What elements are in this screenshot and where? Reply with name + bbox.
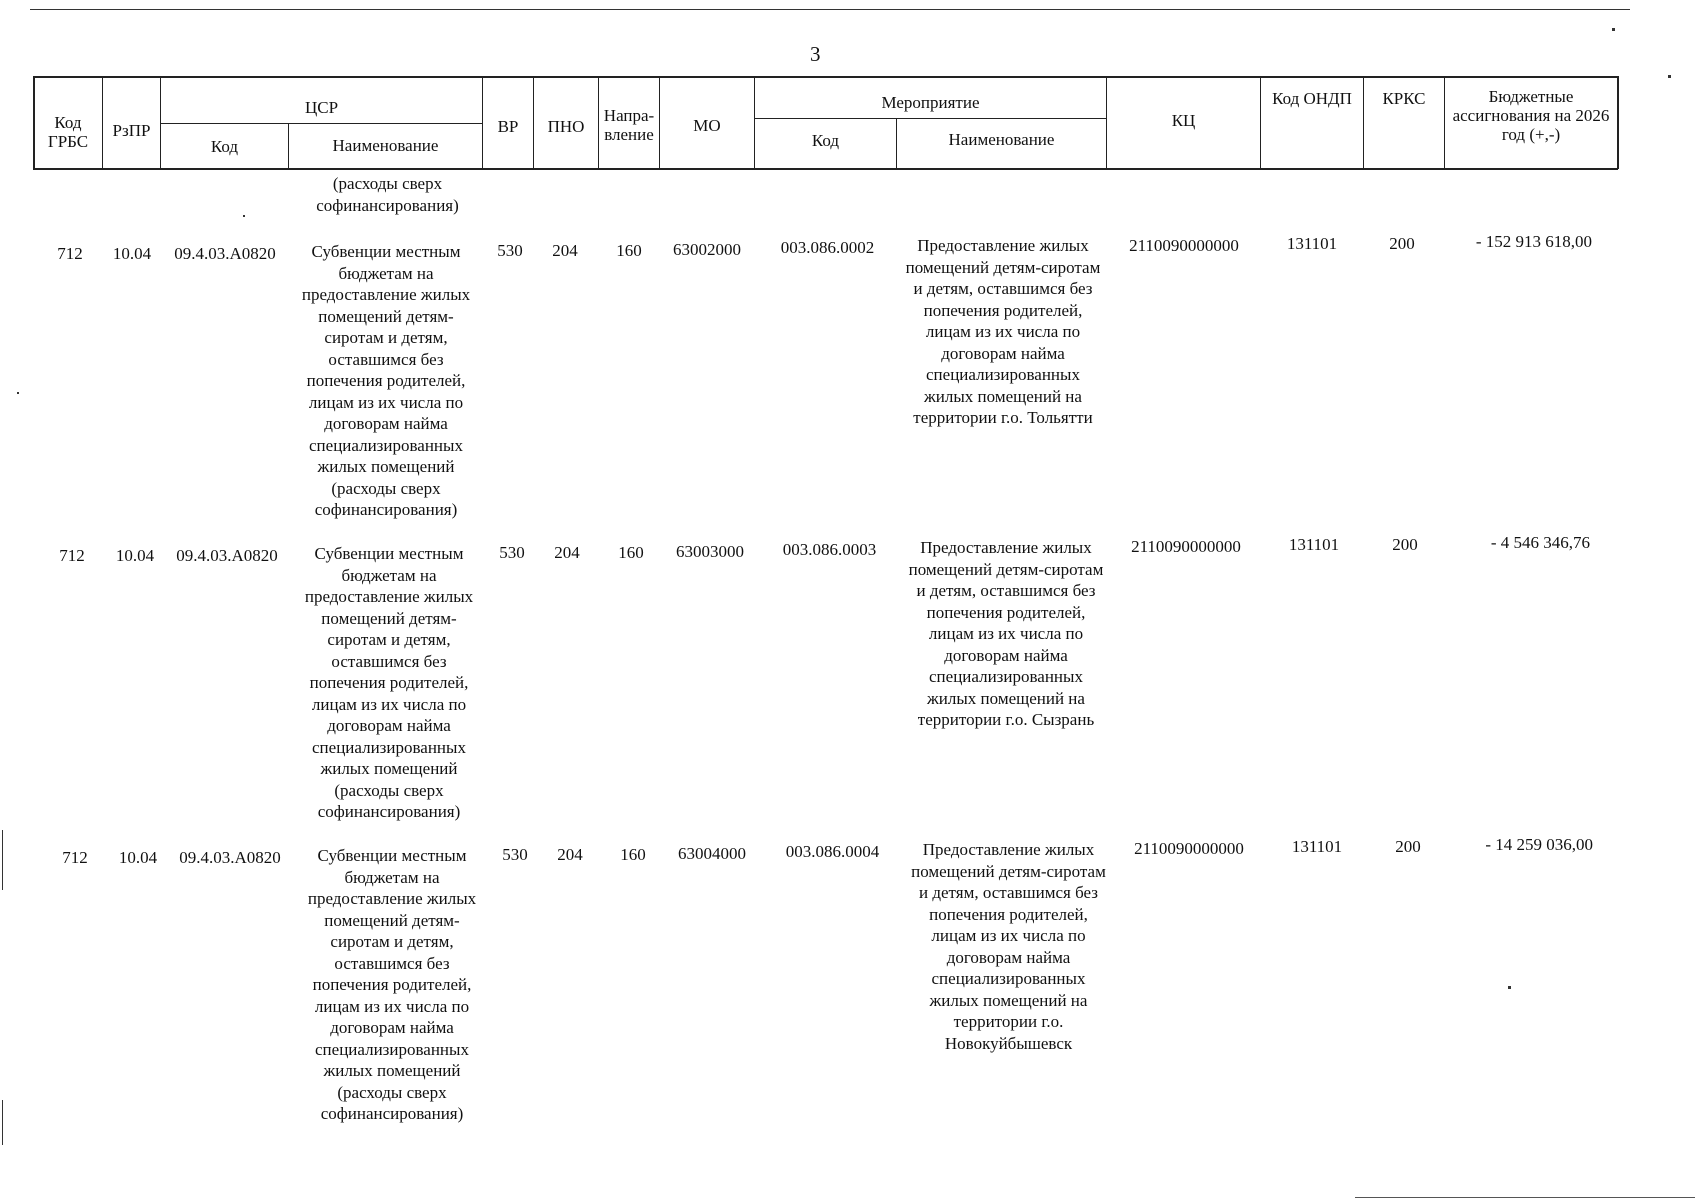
scan-edge-top [30,9,1630,10]
header-rzpr: РзПР [112,121,151,140]
cell-kc: 2110090000000 [1134,839,1244,858]
col-border [1444,76,1445,169]
header-csr-name: Наименование [332,136,439,155]
cell-grbs: 712 [62,848,88,867]
cell-ondp: 131101 [1291,837,1343,856]
header-mer-name: Наименование [948,130,1055,149]
cell-napr: 160 [616,241,642,260]
cell-csr-kod: 09.4.03.А0820 [179,848,281,867]
csr-sub-border [160,123,482,124]
scan-speck [243,215,245,217]
cell-kc: 2110090000000 [1129,236,1239,255]
cell-csr-name: Субвенции местным бюджетам на предоставление жилых помещений детям-сиротам и детям, оставшимся без попечения родителей, лицам из их числа по договорам найма специализированных жилых помещений (расходы сверх софинансирования) [301,242,471,519]
header-top-border [33,76,1618,78]
cell-mer-kod: 003.086.0003 [782,540,877,559]
header-mo: МО [693,116,721,135]
cell-amount: - 4 546 346,76 [1490,533,1590,552]
scan-speck [17,392,19,394]
cell-ondp: 131101 [1286,234,1338,253]
cell-vr: 530 [499,543,525,562]
cell-mo: 63003000 [676,542,744,561]
cell-csr-name: Субвенции местным бюджетам на предоставление жилых помещений детям-сиротам и детям, оставшимся без попечения родителей, лицам из их числа по договорам найма специализированных жилых помещений (расходы сверх софинансирования) [304,544,474,821]
header-napravlenie: Напра-вление [603,106,655,144]
header-vr: ВР [497,117,519,136]
cell-napr: 160 [618,543,644,562]
header-bottom-border [33,168,1618,170]
cell-amount: - 14 259 036,00 [1485,835,1593,854]
header-csr-kod: Код [210,137,239,156]
cell-mer-name: Предоставление жилых помещений детям-сиротам и детям, оставшимся без попечения родителей, лицам из их числа по договорам найма специализированных жилых помещений на территории г.о. Сызрань [908,538,1104,729]
header-kod-grbs: Код ГРБС [47,113,89,151]
cell-vr: 530 [502,845,528,864]
header-csr: ЦСР [304,98,339,117]
col-border [754,76,755,169]
page-number: 3 [810,42,821,66]
cell-csr-kod: 09.4.03.А0820 [174,244,276,263]
scan-edge-bottom [1355,1197,1695,1198]
continuation-text: (расходы сверх софинансирования) [316,174,459,215]
scan-speck [1668,75,1671,78]
header-krks: КРКС [1382,89,1426,108]
col-border [33,76,35,169]
meropriyatie-sub-border [754,118,1106,119]
header-kc: КЦ [1171,111,1196,130]
scan-margin-mark [2,830,3,890]
cell-krks: 200 [1389,234,1415,253]
header-budget: Бюджетные ассигнования на 2026 год (+,-) [1452,87,1610,144]
scan-margin-mark [2,1100,3,1145]
cell-mo: 63004000 [678,844,746,863]
cell-rzpr: 10.04 [112,244,152,263]
cell-csr-name: Субвенции местным бюджетам на предоставление жилых помещений детям-сиротам и детям, оставшимся без попечения родителей, лицам из их числа по договорам найма специализированных жилых помещений (расходы сверх софинансирования) [307,846,477,1123]
scan-speck [1508,986,1511,989]
cell-pno: 204 [552,241,578,260]
cell-mer-kod: 003.086.0002 [780,238,875,257]
cell-rzpr: 10.04 [118,848,158,867]
cell-mer-name: Предоставление жилых помещений детям-сиротам и детям, оставшимся без попечения родителей, лицам из их числа по договорам найма специализированных жилых помещений на территории г.о. Новокуйбышевск [911,840,1106,1053]
header-mer-kod: Код [811,131,840,150]
cell-pno: 204 [554,543,580,562]
cell-mer-name: Предоставление жилых помещений детям-сиротам и детям, оставшимся без попечения родителей, лицам из их числа по договорам найма специализированных жилых помещений на территории г.о. Тольятти [905,236,1101,427]
col-border [1617,76,1619,169]
cell-vr: 530 [497,241,523,260]
cell-grbs: 712 [57,244,83,263]
cell-mer-kod: 003.086.0004 [785,842,880,861]
cell-ondp: 131101 [1288,535,1340,554]
cell-pno: 204 [557,845,583,864]
header-pno: ПНО [547,117,585,136]
cell-grbs: 712 [59,546,85,565]
cell-kc: 2110090000000 [1131,537,1241,556]
cell-mo: 63002000 [673,240,741,259]
cell-csr-kod: 09.4.03.А0820 [176,546,278,565]
header-meropriyatie: Мероприятие [881,93,980,112]
cell-krks: 200 [1392,535,1418,554]
cell-krks: 200 [1395,837,1421,856]
cell-amount: - 152 913 618,00 [1475,232,1592,251]
cell-rzpr: 10.04 [115,546,155,565]
scan-speck [1612,28,1615,31]
cell-napr: 160 [620,845,646,864]
header-kod-ondp: Код ОНДП [1272,89,1352,108]
col-border [598,76,599,169]
